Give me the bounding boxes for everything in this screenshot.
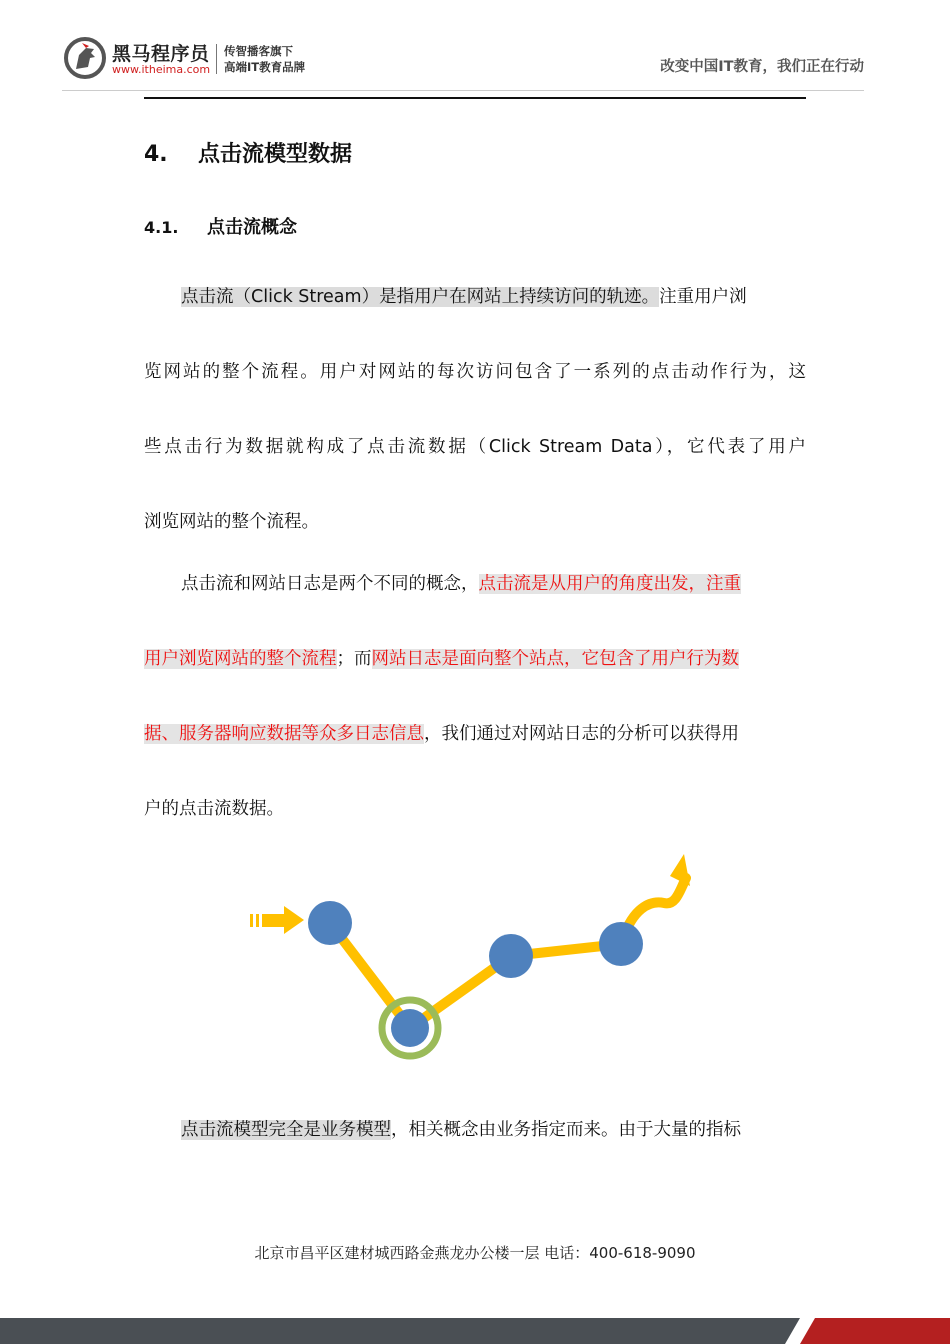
node bbox=[599, 922, 643, 966]
para2-text: 点击流和网站日志是两个不同的概念， bbox=[181, 574, 479, 594]
brand-tagline-2: 高端IT教育品牌 bbox=[224, 60, 306, 74]
clickstream-path-diagram bbox=[240, 848, 700, 1068]
para2-red-text: 据、服务器响应数据等众多日志信息 bbox=[144, 724, 424, 744]
horse-logo-icon bbox=[64, 37, 106, 79]
para2-text: ；而 bbox=[336, 649, 372, 669]
brand-url[interactable]: www.itheima.com bbox=[112, 63, 211, 76]
para2-line3 bbox=[144, 722, 806, 746]
brand-tagline-1: 传智播客旗下 bbox=[224, 44, 293, 58]
footer-address: 北京市昌平区建材城西路金燕龙办公楼一层 电话：400-618-9090 bbox=[254, 1244, 696, 1262]
header-divider bbox=[62, 90, 864, 91]
page-top-rule bbox=[144, 97, 806, 99]
para2-red-text: 点击流是从用户的角度出发，注重 bbox=[478, 574, 741, 594]
node bbox=[489, 934, 533, 978]
subsection-title: 点击流概念 bbox=[207, 217, 297, 238]
para1-line3: 些点击行为数据就构成了点击流数据（Click Stream Data），它代表了用户 bbox=[144, 437, 806, 457]
para1-highlight: 点击流（Click Stream）是指用户在网站上持续访问的轨迹。 bbox=[181, 287, 660, 307]
section-number: 4. bbox=[144, 142, 168, 167]
para1-text: 注重用户浏 bbox=[659, 287, 747, 307]
brand-separator bbox=[216, 44, 217, 74]
para2-line2 bbox=[144, 647, 806, 671]
para1-line2: 览网站的整个流程。用户对网站的每次访问包含了一系列的点击动作行为，这 bbox=[144, 362, 806, 382]
para2-text: ，我们通过对网站日志的分析可以获得用 bbox=[424, 724, 739, 744]
para2-red-text: 用户浏览网站的整个流程 bbox=[144, 649, 337, 669]
section-title: 点击流模型数据 bbox=[198, 142, 353, 167]
subsection-heading bbox=[144, 213, 297, 239]
brand-name: 黑马程序员 bbox=[112, 43, 210, 65]
section-heading bbox=[144, 137, 352, 168]
para3-text: ，相关概念由业务指定而来。由于大量的指标 bbox=[391, 1120, 741, 1140]
node bbox=[391, 1009, 429, 1047]
footer-bar bbox=[0, 1318, 950, 1344]
para2-red-text: 网站日志是面向整个站点，它包含了用户行为数 bbox=[371, 649, 739, 669]
para1-line4: 浏览网站的整个流程。 bbox=[144, 512, 319, 532]
para1-line1 bbox=[144, 285, 806, 309]
para2-line1 bbox=[144, 572, 806, 596]
para2-line4: 户的点击流数据。 bbox=[144, 799, 284, 819]
header-slogan: 改变中国IT教育，我们正在行动 bbox=[660, 59, 864, 75]
para3-line1 bbox=[144, 1118, 806, 1142]
entry-arrow bbox=[250, 906, 304, 934]
node bbox=[308, 901, 352, 945]
para3-highlight: 点击流模型完全是业务模型 bbox=[181, 1120, 391, 1140]
subsection-number: 4.1. bbox=[144, 218, 179, 237]
